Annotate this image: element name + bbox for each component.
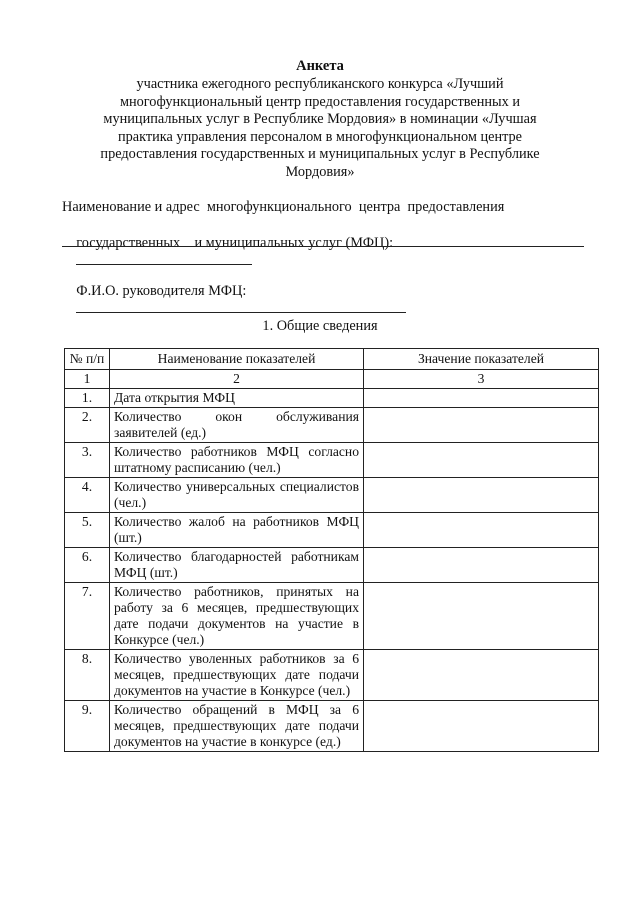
row-number: 8. xyxy=(65,650,110,701)
indicator-name: Количество работников МФЦ согласно штатному расписанию (чел.) xyxy=(110,443,364,478)
form-subtitle xyxy=(70,76,570,181)
indicator-value-cell[interactable] xyxy=(364,513,599,548)
indicator-value-cell[interactable] xyxy=(364,650,599,701)
mfc-name-input-continuation[interactable] xyxy=(62,246,584,247)
column-header-value: Значение показателей xyxy=(364,349,599,370)
subtitle-line: участника ежегодного республиканского конкурса «Лучший xyxy=(136,76,504,92)
table-row xyxy=(65,650,599,701)
indicator-value-cell[interactable] xyxy=(364,408,599,443)
table-row xyxy=(65,583,599,650)
indicator-value-cell[interactable] xyxy=(364,443,599,478)
head-name-label: Ф.И.О. руководителя МФЦ: xyxy=(76,283,247,299)
table-row xyxy=(65,389,599,408)
column-number: 3 xyxy=(364,370,599,389)
table-row xyxy=(65,443,599,478)
row-number: 4. xyxy=(65,478,110,513)
table-row xyxy=(65,408,599,443)
head-name-input[interactable] xyxy=(76,300,406,313)
column-number-row xyxy=(65,370,599,389)
table-row xyxy=(65,478,599,513)
section-title: 1. Общие сведения xyxy=(262,318,378,334)
row-number: 2. xyxy=(65,408,110,443)
mfc-name-label-line1: Наименование и адрес многофункционального центра предоставления xyxy=(62,199,505,215)
row-number: 3. xyxy=(65,443,110,478)
mfc-name-label-line2: государственных и муниципальных услуг (МФЦ): xyxy=(76,235,394,251)
table-row xyxy=(65,548,599,583)
subtitle-line: практика управления персоналом в многофункциональном центре xyxy=(117,128,523,145)
general-info-table xyxy=(64,348,599,752)
row-number: 1. xyxy=(65,389,110,408)
row-number: 9. xyxy=(65,701,110,752)
table-row xyxy=(65,701,599,752)
indicator-name: Количество обращений в МФЦ за 6 месяцев, предшествующих дате подачи документов на участие в конкурсе (ед.) xyxy=(110,701,364,752)
column-number: 1 xyxy=(65,370,110,389)
subtitle-line: муниципальных услуг в Республике Мордовия» в номинации «Лучшая xyxy=(103,111,537,127)
form-title: Анкета xyxy=(296,58,344,74)
table-header-row xyxy=(65,349,599,370)
indicator-name: Количество уволенных работников за 6 месяцев, предшествующих дате подачи документов на участие в Конкурсе (чел.) xyxy=(110,650,364,701)
column-header-name: Наименование показателей xyxy=(110,349,364,370)
indicator-name: Количество благодарностей работникам МФЦ (шт.) xyxy=(110,548,364,583)
mfc-name-input[interactable] xyxy=(76,252,252,265)
indicator-value-cell[interactable] xyxy=(364,701,599,752)
indicator-name: Количество работников, принятых на работу за 6 месяцев, предшествующих дате подачи документов на участие в Конкурсе (чел.) xyxy=(110,583,364,650)
indicator-value-cell[interactable] xyxy=(364,583,599,650)
column-number: 2 xyxy=(110,370,364,389)
row-number: 6. xyxy=(65,548,110,583)
indicator-name: Количество окон обслуживания заявителей (ед.) xyxy=(110,408,364,443)
indicator-name: Количество жалоб на работников МФЦ (шт.) xyxy=(110,513,364,548)
indicator-name: Количество универсальных специалистов (чел.) xyxy=(110,478,364,513)
subtitle-line: предоставления государственных и муниципальных услуг в Республике xyxy=(100,146,540,162)
indicator-value-cell[interactable] xyxy=(364,478,599,513)
table-row xyxy=(65,513,599,548)
indicator-name: Дата открытия МФЦ xyxy=(110,389,364,408)
subtitle-line: многофункциональный центр предоставления государственных и xyxy=(119,93,521,110)
row-number: 5. xyxy=(65,513,110,548)
row-number: 7. xyxy=(65,583,110,650)
indicator-value-cell[interactable] xyxy=(364,548,599,583)
indicator-value-cell[interactable] xyxy=(364,389,599,408)
column-header-number: № п/п xyxy=(65,349,110,370)
subtitle-line: Мордовия» xyxy=(285,163,355,180)
